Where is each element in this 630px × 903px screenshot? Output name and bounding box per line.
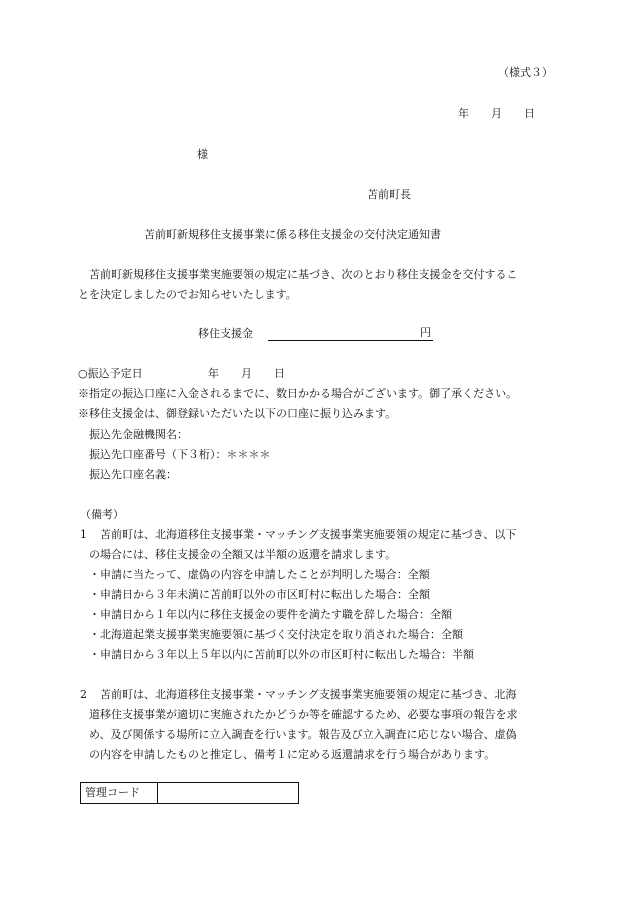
note-delay: ※指定の振込口座に入金されるまでに、数日かかる場合がございます。御了承ください。 [78, 387, 518, 400]
addressee-suffix: 様 [197, 148, 208, 161]
form-label: （様式３） [498, 66, 553, 79]
account-holder-label: 振込先口座名義： [89, 468, 177, 481]
remark-1-item: ・申請日から３年未満に苫前町以外の市区町村に転出した場合：全額 [89, 588, 430, 601]
remark-2-line-1: 苫前町は、北海道移住支援事業・マッチング支援事業実施要領の規定に基づき、北海 [100, 688, 517, 701]
note-account: ※移住支援金は、御登録いただいた以下の口座に振り込みます。 [78, 407, 397, 420]
remark-1-number: 1 [80, 528, 87, 541]
management-code-field[interactable] [158, 783, 299, 804]
remark-2-number: 2 [80, 688, 87, 701]
management-code-label: 管理コード [81, 783, 158, 804]
remark-2-line-4: の内容を申請したものと推定し、備考１に定める返還請求を行う場合があります。 [89, 748, 496, 761]
transfer-date-fields: 年 月 日 [208, 367, 285, 380]
amount-label: 移住支援金 [198, 327, 253, 340]
account-number-label: 振込先口座番号（下３桁）：＊＊＊＊ [89, 448, 271, 461]
remark-1-line-2: の場合には、移住支援金の全額又は半額の返還を請求します。 [89, 548, 397, 561]
remark-1-item: ・北海道起業支援事業実施要領に基づく交付決定を取り消された場合：全額 [89, 628, 463, 641]
remark-1-item: ・申請日から１年以内に移住支援金の要件を満たす職を辞した場合：全額 [89, 608, 452, 621]
document-title: 苫前町新規移住支援事業に係る移住支援金の交付決定通知書 [144, 228, 441, 241]
body-line-1: 苫前町新規移住支援事業実施要領の規定に基づき、次のとおり移住支援金を交付するこ [89, 268, 518, 281]
remark-2-line-2: 道移住支援事業が適切に実施されたかどうか等を確認するため、必要な事項の報告を求 [89, 708, 518, 721]
amount-field[interactable] [268, 326, 433, 341]
remark-1-item: ・申請日から３年以上５年以内に苫前町以外の市区町村に転出した場合：半額 [89, 648, 474, 661]
management-code-table [80, 782, 299, 804]
body-line-2: とを決定しましたのでお知らせいたします。 [78, 288, 297, 301]
date-line: 年 月 日 [458, 107, 535, 120]
transfer-date-label: ○振込予定日 [78, 367, 143, 380]
remark-2-line-3: め、及び関係する場所に立入調査を行います。報告及び立入調査に応じない場合、虚偽 [89, 728, 517, 741]
remark-1-line-1: 苫前町は、北海道移住支援事業・マッチング支援事業実施要領の規定に基づき、以下 [100, 528, 517, 541]
issuer: 苫前町長 [367, 188, 411, 201]
bank-name-label: 振込先金融機関名： [89, 428, 188, 441]
remark-1-item: ・申請に当たって、虚偽の内容を申請したことが判明した場合：全額 [89, 568, 430, 581]
remarks-heading: （備考） [80, 508, 124, 521]
amount-unit: 円 [420, 326, 431, 339]
